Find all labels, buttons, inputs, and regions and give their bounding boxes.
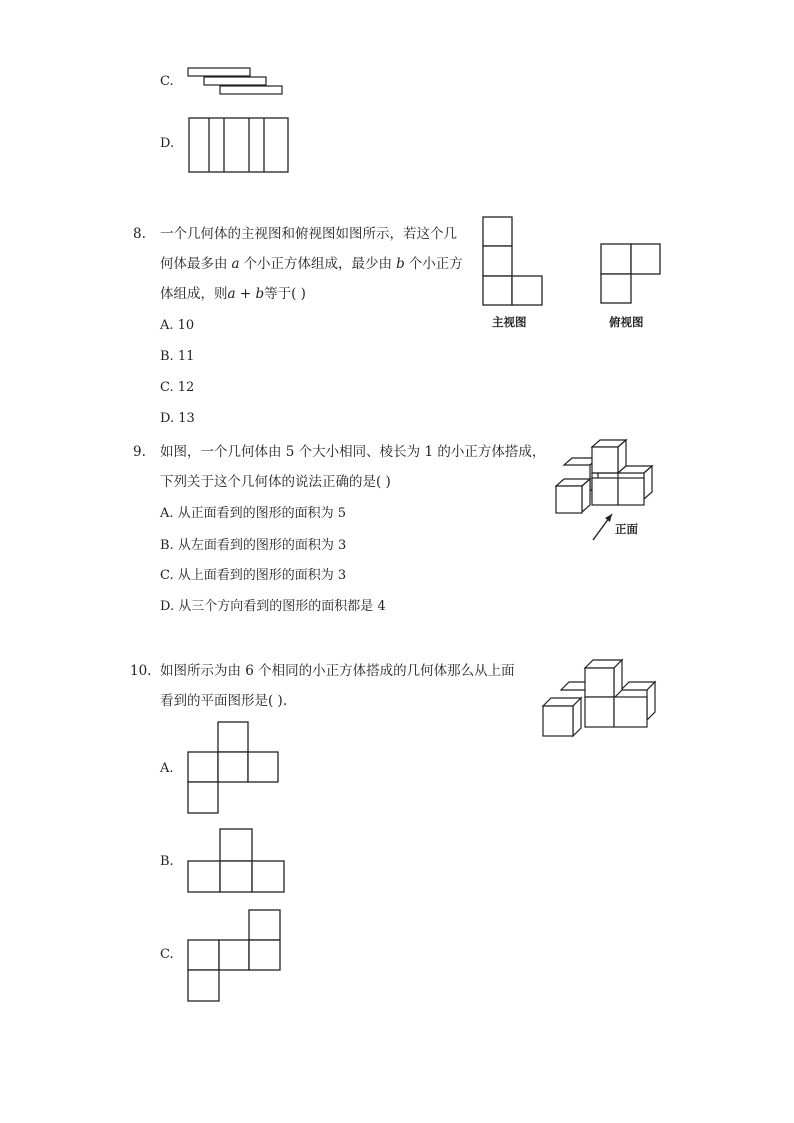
bar-1 xyxy=(188,68,250,76)
q8-top-view-figure xyxy=(600,243,662,305)
q8-line-2: 何体最多由 a 个小正方体组成，最少由 b 个小正方 xyxy=(160,256,463,272)
q9-front-label: 正面 xyxy=(615,522,638,536)
q10-cube-figure xyxy=(541,656,659,742)
q9-option-c: C. 从上面看到的图形的面积为 3 xyxy=(160,568,347,583)
q8-line-1: 一个几何体的主视图和俯视图如图所示，若这个几 xyxy=(160,226,457,242)
cube-front-left xyxy=(543,698,581,736)
q8-front-view-figure xyxy=(482,216,544,308)
front-arrow-head xyxy=(605,514,612,522)
q9-number: 9. xyxy=(133,444,146,460)
cube-front-middle xyxy=(592,473,618,505)
q8-front-view-label: 主视图 xyxy=(492,315,527,329)
q9-line-1: 如图，一个几何体由 5 个大小相同、棱长为 1 的小正方体搭成， xyxy=(160,444,546,460)
q7-option-c-label: C. xyxy=(160,74,174,89)
q9-line-2: 下列关于这个几何体的说法正确的是( ) xyxy=(160,474,391,490)
q8-option-c: C. 12 xyxy=(160,380,195,395)
bar-2 xyxy=(204,77,266,85)
cube-front-left xyxy=(556,479,590,513)
q7-option-d-label: D. xyxy=(160,136,175,151)
q10-option-a-figure xyxy=(187,721,281,815)
cube-top xyxy=(585,660,622,698)
q8-option-a: A. 10 xyxy=(160,318,195,333)
q8-line-3: 体组成，则a + b等于( ) xyxy=(160,286,306,302)
q10-option-b-figure xyxy=(187,828,287,894)
bar-3 xyxy=(220,86,282,94)
q10-option-c-label: C. xyxy=(160,947,174,962)
q10-option-b-label: B. xyxy=(160,854,174,869)
q9-option-d: D. 从三个方向看到的图形的面积都是 4 xyxy=(160,599,386,614)
cube-front-middle xyxy=(585,697,614,727)
cube-top xyxy=(592,440,626,473)
q10-number: 10. xyxy=(130,663,152,679)
cube-front-right xyxy=(618,478,644,505)
q10-line-1: 如图所示为由 6 个相同的小正方体搭成的几何体那么从上面 xyxy=(160,663,515,679)
q8-top-view-label: 俯视图 xyxy=(609,315,644,329)
q7-option-c-figure xyxy=(186,66,286,96)
q8-option-b: B. 11 xyxy=(160,349,195,364)
q8-number: 8. xyxy=(133,226,146,242)
q9-option-a: A. 从正面看到的图形的面积为 5 xyxy=(160,506,347,521)
q9-cube-figure xyxy=(553,436,663,542)
q10-line-2: 看到的平面图形是( ). xyxy=(160,693,288,709)
q10-option-a-label: A. xyxy=(160,761,174,776)
q7-option-d-figure xyxy=(188,117,290,173)
q9-option-b: B. 从左面看到的图形的面积为 3 xyxy=(160,538,347,553)
cube-front-right xyxy=(614,697,647,727)
q8-option-d: D. 13 xyxy=(160,411,195,426)
q10-option-c-figure xyxy=(187,909,283,1005)
